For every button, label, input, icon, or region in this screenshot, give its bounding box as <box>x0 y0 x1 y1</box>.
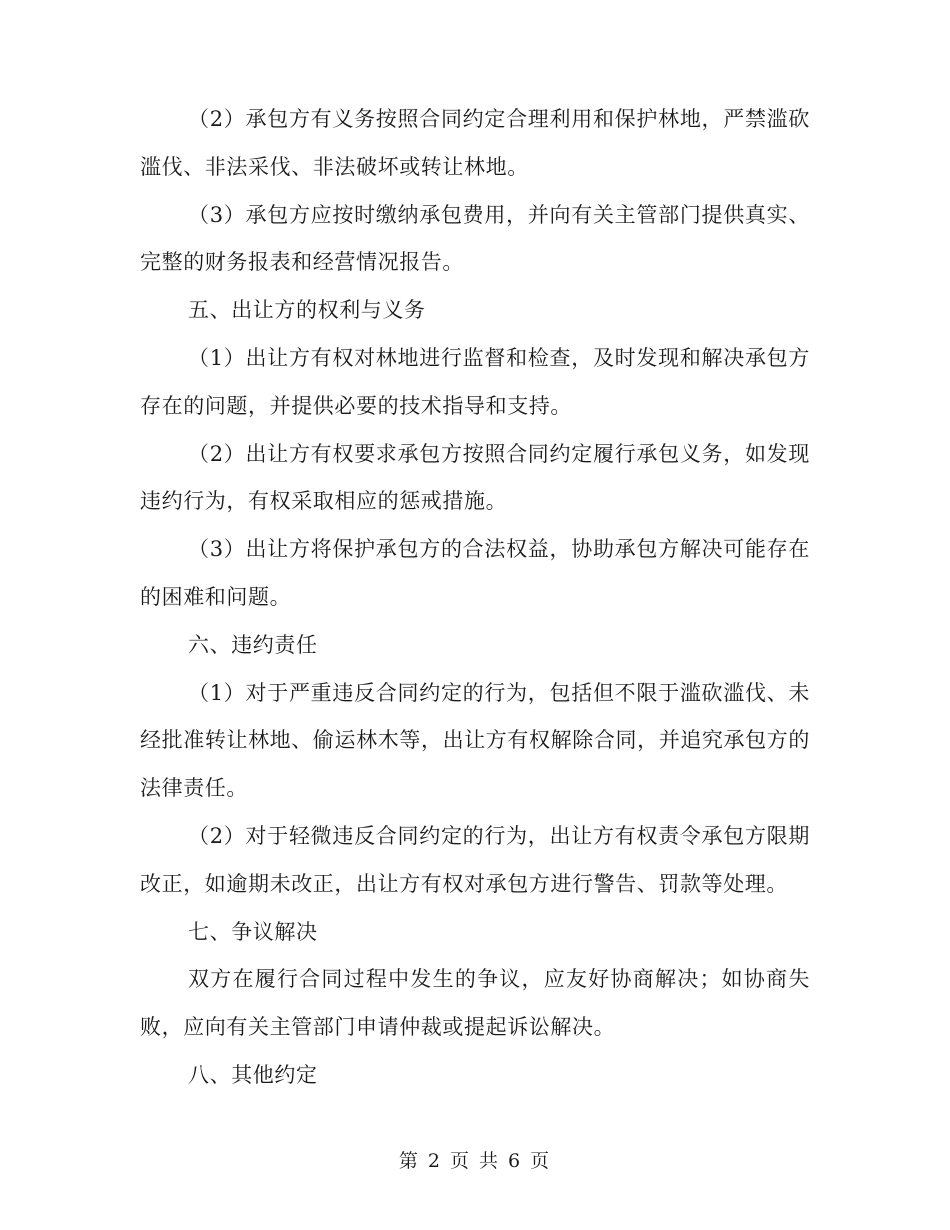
section-heading: 六、违约责任 <box>188 632 318 657</box>
section-heading: 五、出让方的权利与义务 <box>188 298 426 323</box>
clause-paragraph: （1）出让方有权对林地进行监督和检查，及时发现和解决承包方存在的问题，并提供必要的技术指导和支持。 <box>140 345 810 418</box>
page-number-footer: 第 2 页 共 6 页 <box>398 1150 552 1172</box>
clause-paragraph: （2）对于轻微违反合同约定的行为，出让方有权责令承包方限期改正，如逾期未改正，出让方有权对承包方进行警告、罚款等处理。 <box>140 823 810 896</box>
clause-paragraph: （3）承包方应按时缴纳承包费用，并向有关主管部门提供真实、完整的财务报表和经营情况报告。 <box>140 202 810 275</box>
section-heading: 七、争议解决 <box>188 919 318 944</box>
clause-paragraph: （2）出让方有权要求承包方按照合同约定履行承包义务，如发现违约行为，有权采取相应的惩戒措施。 <box>140 441 810 514</box>
clause-paragraph: 双方在履行合同过程中发生的争议，应友好协商解决；如协商失败，应向有关主管部门申请仲裁或提起诉讼解决。 <box>140 967 810 1040</box>
clause-paragraph: （3）出让方将保护承包方的合法权益，协助承包方解决可能存在的困难和问题。 <box>140 537 810 609</box>
clause-paragraph: （1）对于严重违反合同约定的行为，包括但不限于滥砍滥伐、未经批准转让林地、偷运林木等，出让方有权解除合同，并追究承包方的法律责任。 <box>140 680 810 801</box>
document-body <box>140 96 810 1100</box>
clause-paragraph: （2）承包方有义务按照合同约定合理利用和保护林地，严禁滥砍滥伐、非法采伐、非法破坏或转让林地。 <box>140 107 810 179</box>
section-heading: 八、其他约定 <box>188 1062 318 1087</box>
